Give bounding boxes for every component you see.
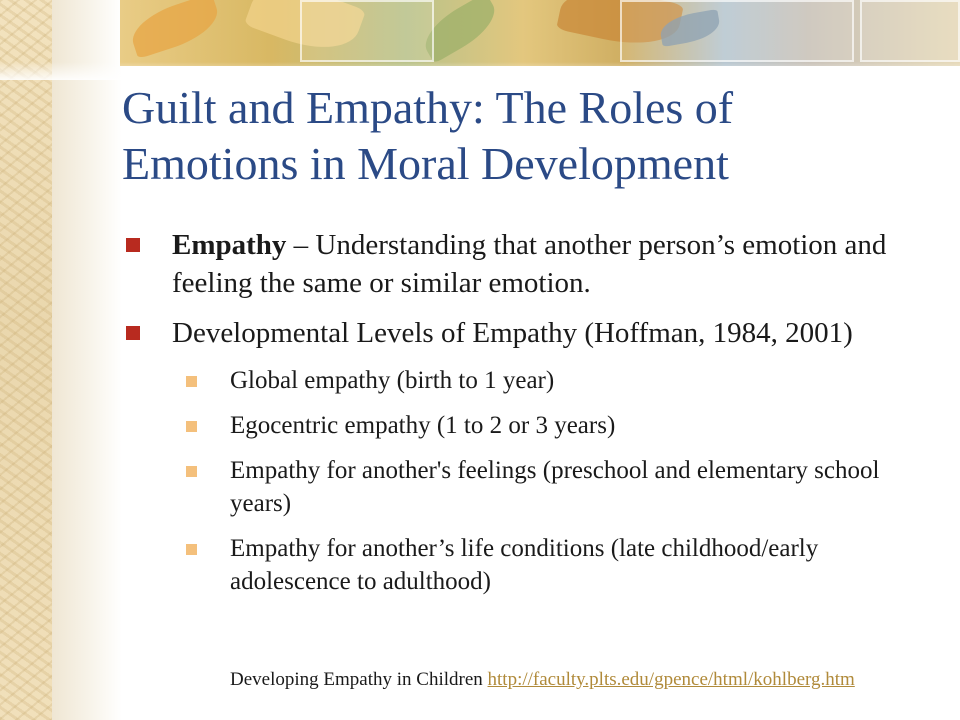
slide-title: [122, 80, 922, 192]
slide-footer: [230, 669, 855, 691]
banner-panel: [860, 0, 960, 62]
left-decorative-texture: [0, 0, 52, 720]
subbullet-egocentric-empathy: [124, 409, 924, 442]
square-bullet-icon: [126, 326, 140, 340]
subbullet-text: Global empathy (birth to 1 year): [230, 367, 555, 394]
bullet-term: Empathy: [172, 229, 287, 261]
slide-title-line-2: Emotions in Moral Development: [122, 138, 729, 189]
subbullet-empathy-life-conditions: [124, 532, 924, 598]
bullet-text: – Understanding that another person’s emotion and feeling the same or similar emotion.: [172, 229, 887, 299]
banner-fade: [0, 62, 960, 80]
bullet-empathy-definition: [124, 226, 924, 302]
footer-label: Developing Empathy in Children: [230, 669, 488, 690]
bullet-developmental-levels: [124, 314, 924, 352]
banner-panel: [620, 0, 854, 62]
banner-panel: [300, 0, 434, 62]
subbullet-text: Egocentric empathy (1 to 2 or 3 years): [230, 412, 616, 439]
subbullet-empathy-feelings: [124, 454, 924, 520]
square-bullet-icon: [126, 238, 140, 252]
square-subbullet-icon: [186, 466, 197, 477]
square-subbullet-icon: [186, 421, 197, 432]
bullet-text: Developmental Levels of Empathy (Hoffman, 1984, 2001): [172, 317, 853, 349]
square-subbullet-icon: [186, 376, 197, 387]
subbullet-text: Empathy for another’s life conditions (late childhood/early adolescence to adulthood): [230, 535, 819, 595]
footer-source-link[interactable]: http://faculty.plts.edu/gpence/html/kohlberg.htm: [487, 669, 855, 690]
slide-body: [124, 226, 924, 610]
left-shade: [52, 0, 122, 720]
subbullet-text: Empathy for another's feelings (preschool and elementary school years): [230, 457, 880, 517]
top-decorative-banner: [0, 0, 960, 80]
subbullet-global-empathy: [124, 364, 924, 397]
square-subbullet-icon: [186, 544, 197, 555]
slide-title-line-1: Guilt and Empathy: The Roles of: [122, 82, 734, 133]
